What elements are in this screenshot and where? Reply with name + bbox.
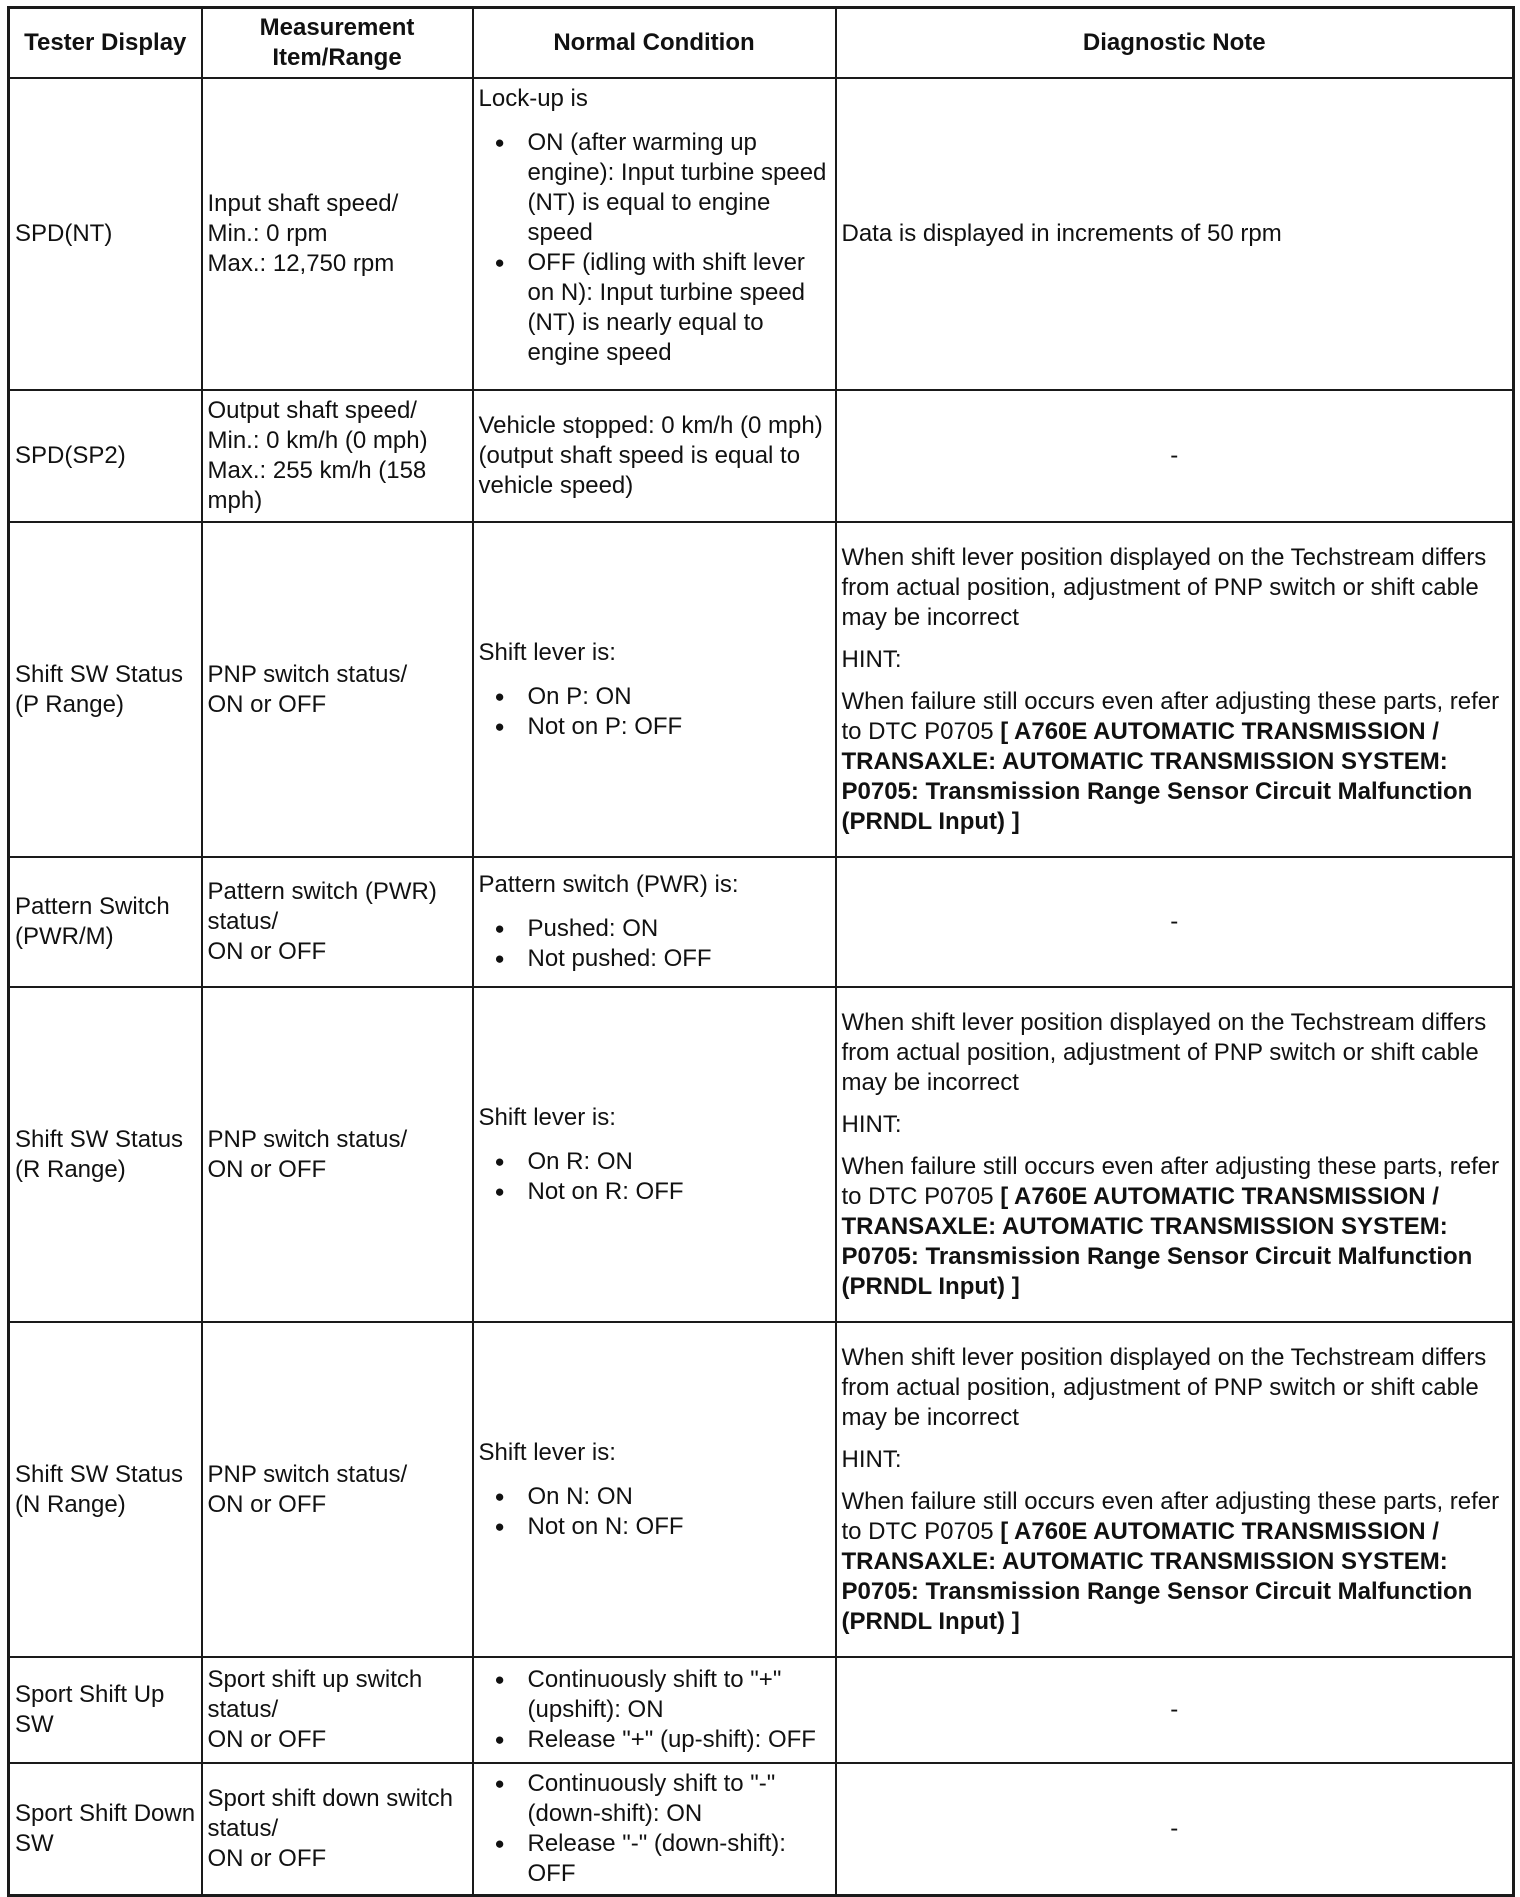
hint-label: HINT: [841,1110,902,1138]
diagnostic-note-cell: - [836,857,1514,987]
measurement-item-cell [202,522,473,857]
tester-display-cell: Shift SW Status (R Range) [9,987,202,1322]
diagnostic-note-cell: Data is displayed in increments of 50 rpm [836,78,1514,390]
condition-list [479,914,830,974]
item-line: ON or OFF [207,1155,327,1183]
condition-intro: Shift lever is: [478,1103,616,1131]
tester-display-cell: Sport Shift Up SW [9,1657,202,1763]
condition-item: ● Continuously shift to "-" (down-shift): ON [528,1769,830,1829]
item-line: ON or OFF [207,938,327,965]
condition-item: ● OFF (idling with shift lever on N): Input turbine speed (NT) is nearly equal to engine speed [528,248,830,368]
diagnostic-note-cell [836,987,1514,1322]
header-diagnostic-note: Diagnostic Note [836,8,1514,79]
measurement-item-cell [202,1763,473,1895]
condition-item: ● Not on R: OFF [528,1177,830,1207]
note-paragraph [842,687,1508,837]
condition-item: ● On R: ON [528,1147,830,1177]
normal-condition-cell [473,522,836,857]
condition-item: ● On N: ON [528,1482,830,1512]
note-text: When failure still occurs even after adjusting these parts, refer to DTC P0705 [841,1152,1500,1210]
condition-item: ● Not on N: OFF [528,1512,830,1542]
dtc-reference-link[interactable]: [ A760E AUTOMATIC TRANSMISSION / TRANSAXLE: AUTOMATIC TRANSMISSION SYSTEM: P0705: Transmission Range Sensor Circuit Malfunction (PRNDL Input) ] [841,1182,1473,1300]
diagnostic-note-cell: - [836,1763,1514,1895]
item-line: Min.: 0 rpm [207,220,328,247]
item-line: ON or OFF [207,1726,327,1753]
measurement-item-cell [202,857,473,987]
dtc-reference-link[interactable]: [ A760E AUTOMATIC TRANSMISSION / TRANSAXLE: AUTOMATIC TRANSMISSION SYSTEM: P0705: Transmission Range Sensor Circuit Malfunction (PRNDL Input) ] [841,717,1473,835]
item-line: Input shaft speed/ [207,190,399,217]
condition-list [479,1665,830,1755]
normal-condition-cell [473,1657,836,1763]
note-paragraph: When shift lever position displayed on the Techstream differs from actual position, adjustment of PNP switch or shift cable may be incorrect [841,543,1487,631]
normal-condition-cell [473,78,836,390]
header-tester-display: Tester Display [9,8,202,79]
condition-list [479,128,830,368]
hint-label: HINT: [841,645,902,673]
item-line: ON or OFF [207,1490,327,1518]
condition-intro: Lock-up is [478,85,588,112]
hint-label: HINT: [841,1445,902,1473]
header-row [9,8,1514,79]
measurement-item-cell [202,78,473,390]
measurement-item-cell [202,1322,473,1657]
measurement-item-cell [202,390,473,522]
table-row [9,522,1514,857]
normal-condition-cell [473,1322,836,1657]
note-paragraph [842,1487,1508,1637]
table-row [9,78,1514,390]
condition-intro: Shift lever is: [478,638,616,666]
normal-condition-cell [473,987,836,1322]
condition-item: ● ON (after warming up engine): Input turbine speed (NT) is equal to engine speed [528,128,830,248]
item-line: Pattern switch (PWR) status/ [207,878,437,935]
condition-item: ● Not on P: OFF [528,712,830,742]
condition-item: ● On P: ON [528,682,830,712]
tester-display-cell: SPD(SP2) [9,390,202,522]
note-paragraph: When shift lever position displayed on the Techstream differs from actual position, adjustment of PNP switch or shift cable may be incorrect [841,1343,1487,1431]
header-measurement-item: Measurement Item/Range [202,8,473,79]
tester-display-cell: Pattern Switch (PWR/M) [9,857,202,987]
item-line: Output shaft speed/ [207,397,417,424]
data-list-table [7,6,1515,1897]
table-row [9,987,1514,1322]
table-row [9,1322,1514,1657]
condition-item: ● Not pushed: OFF [528,944,830,974]
data-list-table-container [7,6,1512,1897]
condition-list [479,1482,830,1542]
item-line: Max.: 12,750 rpm [207,250,395,277]
item-line: Sport shift up switch status/ [207,1666,423,1723]
condition-list [479,1147,830,1207]
item-line: PNP switch status/ [207,1125,408,1153]
diagnostic-note-cell [836,522,1514,857]
note-paragraph: When shift lever position displayed on the Techstream differs from actual position, adjustment of PNP switch or shift cable may be incorrect [841,1008,1487,1096]
tester-display-cell: Sport Shift Down SW [9,1763,202,1895]
tester-display-cell: Shift SW Status (P Range) [9,522,202,857]
condition-item: ● Release "+" (up-shift): OFF [528,1725,830,1755]
measurement-item-cell [202,987,473,1322]
item-line: Max.: 255 km/h (158 mph) [207,457,427,514]
tester-display-cell: Shift SW Status (N Range) [9,1322,202,1657]
tester-display-cell: SPD(NT) [9,78,202,390]
note-text: When failure still occurs even after adjusting these parts, refer to DTC P0705 [841,687,1500,745]
normal-condition-cell [473,857,836,987]
table-row [9,1763,1514,1895]
note-text: When failure still occurs even after adjusting these parts, refer to DTC P0705 [841,1487,1500,1545]
normal-condition-cell [473,1763,836,1895]
diagnostic-note-cell: - [836,390,1514,522]
item-line: Sport shift down switch status/ [207,1784,453,1842]
normal-condition-cell: Vehicle stopped: 0 km/h (0 mph) (output shaft speed is equal to vehicle speed) [473,390,836,522]
item-line: ON or OFF [207,690,327,718]
diagnostic-note-cell: - [836,1657,1514,1763]
item-line: PNP switch status/ [207,660,408,688]
table-row [9,390,1514,522]
condition-item: ● Continuously shift to "+" (upshift): ON [528,1665,830,1725]
note-paragraph [842,1152,1508,1302]
measurement-item-cell [202,1657,473,1763]
condition-intro: Shift lever is: [478,1438,616,1466]
condition-list [479,1769,830,1889]
header-normal-condition: Normal Condition [473,8,836,79]
item-line: PNP switch status/ [207,1460,408,1488]
condition-item: ● Pushed: ON [528,914,830,944]
condition-intro: Pattern switch (PWR) is: [478,871,739,898]
table-row [9,1657,1514,1763]
item-line: Min.: 0 km/h (0 mph) [207,427,428,454]
condition-list [479,682,830,742]
table-row [9,857,1514,987]
diagnostic-note-cell [836,1322,1514,1657]
item-line: ON or OFF [207,1844,327,1872]
dtc-reference-link[interactable]: [ A760E AUTOMATIC TRANSMISSION / TRANSAXLE: AUTOMATIC TRANSMISSION SYSTEM: P0705: Transmission Range Sensor Circuit Malfunction (PRNDL Input) ] [841,1517,1473,1635]
condition-item: ● Release "-" (down-shift): OFF [528,1829,830,1889]
